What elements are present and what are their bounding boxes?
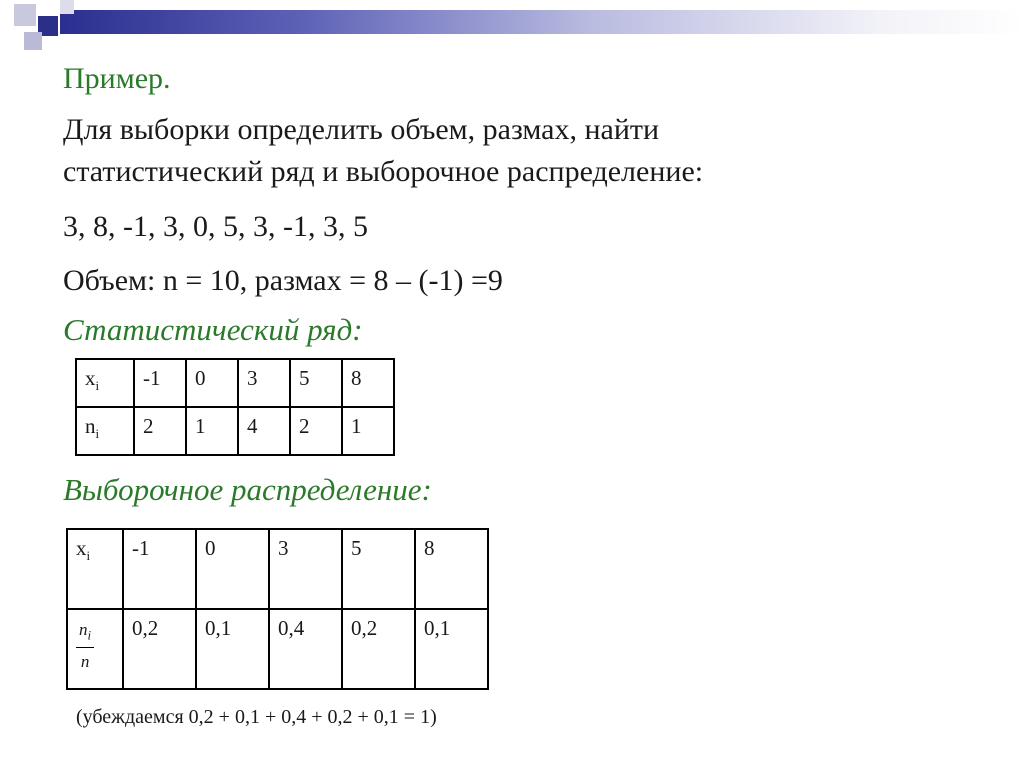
sample-values: 3, 8, -1, 3, 0, 5, 3, -1, 3, 5	[63, 210, 368, 243]
table-cell: 3	[269, 529, 342, 609]
table-row	[76, 407, 394, 455]
table-cell: 0	[186, 359, 238, 407]
table-cell: 0	[196, 529, 269, 609]
decor-square	[14, 4, 36, 26]
table-cell: 0,1	[415, 609, 488, 689]
table-cell: 0,2	[123, 609, 196, 689]
table-cell: 1	[342, 407, 394, 455]
table-cell: 5	[290, 359, 342, 407]
table-row	[67, 529, 488, 609]
table-cell: -1	[123, 529, 196, 609]
table-row	[67, 609, 488, 689]
sample-distribution-heading: Выборочное распределение:	[63, 472, 432, 507]
table-cell: 1	[186, 407, 238, 455]
table-cell: 4	[238, 407, 290, 455]
sample-distribution-table	[66, 528, 489, 690]
row-label-frequency	[67, 609, 123, 689]
relative-frequency-fraction: $\frac{n_i}{n}$	[76, 616, 94, 672]
decor-square	[24, 32, 42, 50]
row-label-n: $n_i$	[76, 407, 134, 455]
table-cell: 0,2	[342, 609, 415, 689]
table-cell: 2	[134, 407, 186, 455]
table-cell: 3	[238, 359, 290, 407]
row-label-x: $x_i$	[76, 359, 134, 407]
header-gradient-bar	[60, 10, 1024, 34]
table-row	[76, 359, 394, 407]
task-line-2: статистический ряд и выборочное распределение:	[63, 155, 704, 188]
volume-range-line: Объем: n = 10, размах = 8 – (-1) =9	[63, 264, 503, 297]
stat-series-heading: Статистический ряд:	[63, 312, 363, 347]
table-cell: -1	[134, 359, 186, 407]
table-cell: 2	[290, 407, 342, 455]
stat-series-table	[75, 358, 395, 456]
slide-title: Пример.	[63, 62, 171, 95]
table-cell: 5	[342, 529, 415, 609]
table-cell: 8	[415, 529, 488, 609]
check-sum-note: (убеждаемся 0,2 + 0,1 + 0,4 + 0,2 + 0,1 = 1)	[76, 706, 437, 728]
task-line-1: Для выборки определить объем, размах, найти	[63, 113, 660, 146]
decor-square	[60, 0, 74, 14]
row-label-x: $x_i$	[67, 529, 123, 609]
table-cell: 8	[342, 359, 394, 407]
table-cell: 0,4	[269, 609, 342, 689]
table-cell: 0,1	[196, 609, 269, 689]
